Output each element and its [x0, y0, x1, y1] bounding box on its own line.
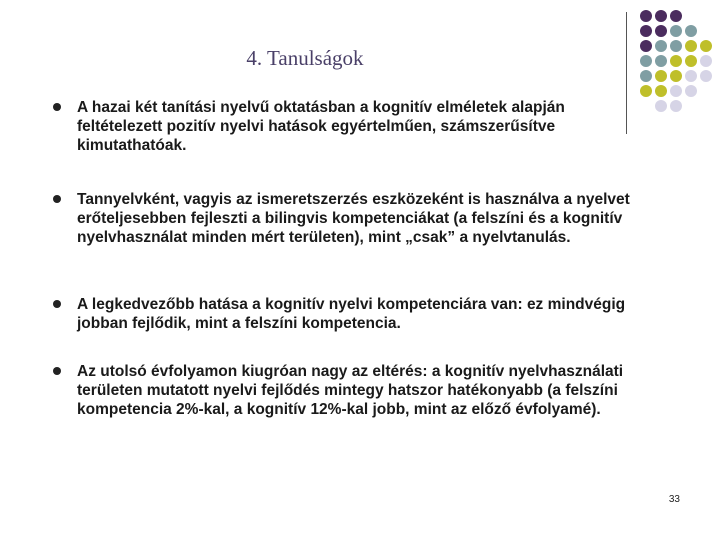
decorative-dot [685, 85, 697, 97]
decorative-dot [685, 40, 697, 52]
dot-grid-decoration [640, 10, 720, 120]
decorative-dot [670, 85, 682, 97]
bullet-marker-icon [53, 195, 61, 203]
decorative-dot [670, 55, 682, 67]
decorative-dot [655, 70, 667, 82]
bullet-text: A legkedvezőbb hatása a kognitív nyelvi kompetenciára van: ez mindvégig jobban fejlődik, mint a felszíni kompetencia. [77, 296, 626, 332]
decorative-dot [655, 40, 667, 52]
decorative-dot [670, 10, 682, 22]
decorative-dot [670, 40, 682, 52]
decorative-dot [700, 55, 712, 67]
page-number: 33 [668, 494, 680, 505]
decorative-dot [640, 10, 652, 22]
decorative-dot [655, 85, 667, 97]
decorative-dot [670, 100, 682, 112]
decorative-dot [685, 70, 697, 82]
bullet-marker-icon [53, 367, 61, 375]
bullet-text: Az utolsó évfolyamon kiugróan nagy az eltérés: a kognitív nyelvhasználati területen mutatott nyelvi fejlődés mintegy hatszor hatékonyabb (a felszíni kompetencia 2%-kal, a kognitív 12%-kal jobb, mint az előző évfolyamé). [77, 363, 624, 418]
decorative-dot [655, 10, 667, 22]
slide-title: 4. Tanulságok [246, 46, 364, 70]
decorative-dot [640, 70, 652, 82]
bullet-text: Tannyelvként, vagyis az ismeretszerzés eszközeként is használva a nyelvet erőteljesebben fejleszti a bilingvis kompetenciákat (a felszíni és a kognitív nyelvhasználat minden mért területen), mint „csak” a nyelvtanulás. [77, 191, 630, 246]
decorative-dot [670, 25, 682, 37]
decorative-dot [655, 25, 667, 37]
decorative-dot [700, 70, 712, 82]
decorative-dot [670, 70, 682, 82]
decorative-dot [700, 40, 712, 52]
decorative-dot [655, 55, 667, 67]
decorative-dot [640, 55, 652, 67]
bullet-marker-icon [53, 300, 61, 308]
decorative-dot [640, 40, 652, 52]
decorative-dot [685, 55, 697, 67]
decorative-dot [640, 85, 652, 97]
decorative-dot [655, 100, 667, 112]
bullet-text: A hazai két tanítási nyelvű oktatásban a kognitív elméletek alapján feltételezett pozitív nyelvi hatások egyértelműen, számszerűsítve kimutathatóak. [77, 99, 565, 154]
bullet-marker-icon [53, 103, 61, 111]
decorative-dot [640, 25, 652, 37]
decorative-dot [685, 25, 697, 37]
